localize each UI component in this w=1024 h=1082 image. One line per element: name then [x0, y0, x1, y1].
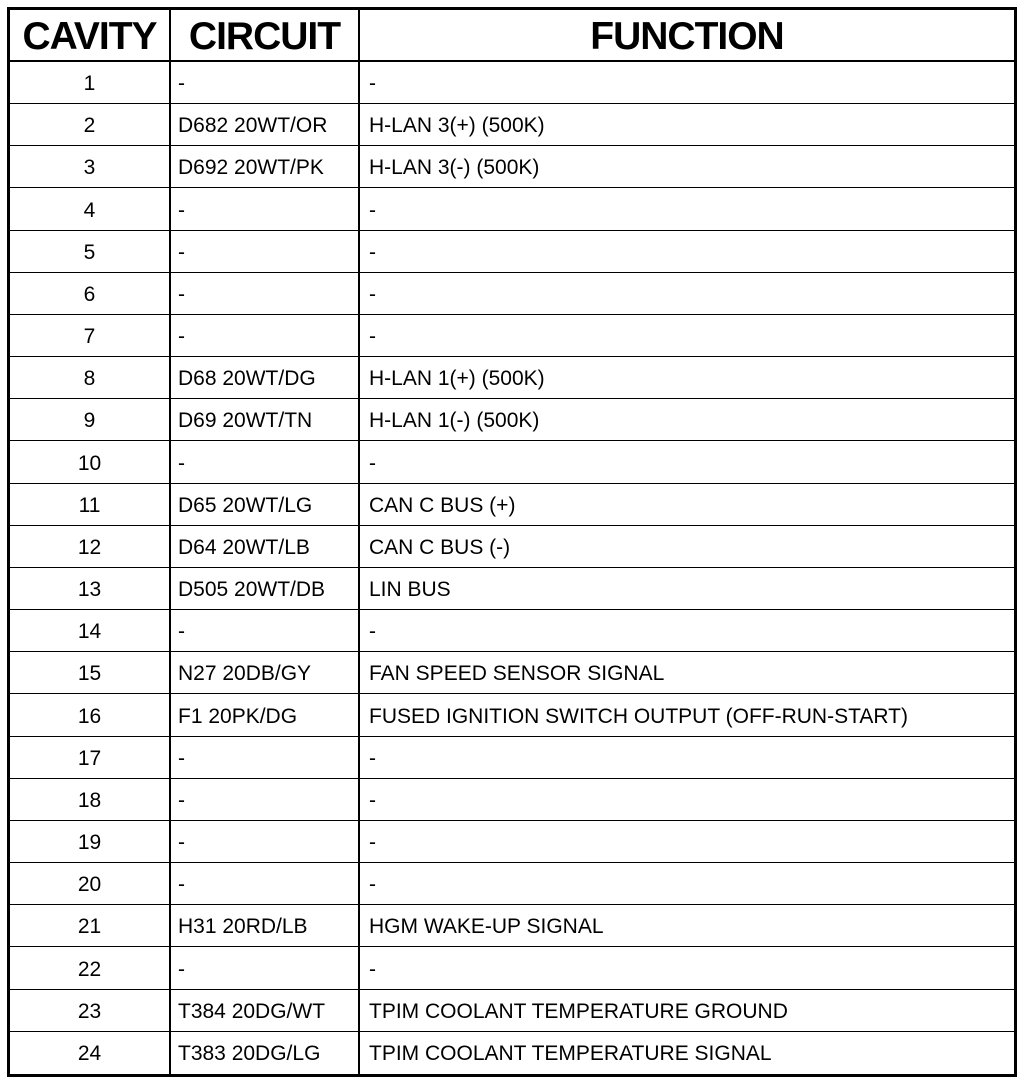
header-cavity: CAVITY: [22, 15, 157, 58]
function-cell: -: [369, 957, 376, 981]
column-divider: [169, 10, 171, 1074]
circuit-cell: N27 20DB/GY: [178, 662, 312, 686]
cavity-cell: 14: [77, 620, 102, 644]
function-cell: FUSED IGNITION SWITCH OUTPUT (OFF-RUN-START): [369, 704, 908, 728]
cavity-cell: 12: [77, 535, 102, 559]
function-cell: -: [369, 240, 376, 264]
cavity-cell: 21: [77, 915, 102, 939]
table-row: [10, 484, 1014, 526]
cavity-cell: 1: [83, 72, 96, 95]
table-row: [10, 315, 1014, 357]
function-cell: -: [369, 620, 376, 644]
cavity-cell: 20: [77, 873, 102, 897]
function-cell: -: [369, 873, 376, 897]
function-cell: -: [369, 831, 376, 854]
circuit-cell: -: [178, 72, 185, 95]
circuit-cell: -: [178, 620, 185, 644]
header-function: FUNCTION: [590, 15, 784, 58]
table-row: [10, 568, 1014, 610]
header-circuit: CIRCUIT: [188, 15, 341, 58]
table-header: [10, 10, 1014, 62]
cavity-cell: 24: [77, 1041, 102, 1065]
circuit-cell: -: [178, 240, 185, 264]
circuit-cell: D682 20WT/OR: [178, 114, 328, 138]
function-cell: TPIM COOLANT TEMPERATURE SIGNAL: [369, 1041, 772, 1065]
table-row: [10, 905, 1014, 947]
circuit-cell: D65 20WT/LG: [178, 493, 313, 517]
circuit-cell: D64 20WT/LB: [178, 535, 310, 559]
cavity-cell: 13: [77, 578, 102, 601]
circuit-cell: T384 20DG/WT: [178, 999, 326, 1023]
circuit-cell: -: [178, 746, 185, 770]
cavity-cell: 23: [77, 999, 102, 1023]
circuit-cell: -: [178, 788, 185, 812]
table-row: [10, 610, 1014, 652]
connector-pinout-table: [7, 7, 1017, 1077]
function-cell: FAN SPEED SENSOR SIGNAL: [369, 662, 665, 686]
table-row: [10, 526, 1014, 568]
cavity-cell: 5: [83, 240, 96, 264]
function-cell: H-LAN 1(-) (500K): [369, 409, 540, 433]
cavity-cell: 8: [83, 367, 96, 391]
table-row: [10, 652, 1014, 694]
circuit-cell: D505 20WT/DB: [178, 578, 326, 601]
circuit-cell: -: [178, 451, 185, 475]
cavity-cell: 6: [83, 282, 96, 306]
function-cell: -: [369, 72, 376, 95]
cavity-cell: 18: [77, 788, 102, 812]
function-cell: CAN C BUS (-): [369, 535, 511, 559]
table-row: [10, 399, 1014, 441]
function-cell: H-LAN 3(-) (500K): [369, 156, 540, 180]
table-row: [10, 357, 1014, 399]
function-cell: -: [369, 282, 376, 306]
circuit-cell: -: [178, 325, 185, 348]
column-divider: [358, 10, 360, 1074]
circuit-cell: D69 20WT/TN: [178, 409, 313, 433]
cavity-cell: 15: [77, 662, 102, 686]
circuit-cell: -: [178, 198, 185, 222]
circuit-cell: -: [178, 873, 185, 897]
table-row: [10, 990, 1014, 1032]
cavity-cell: 19: [77, 831, 102, 854]
table-row: [10, 695, 1014, 737]
cavity-cell: 10: [77, 451, 102, 475]
cavity-cell: 7: [83, 325, 96, 348]
table-row: [10, 189, 1014, 231]
function-cell: -: [369, 451, 376, 475]
circuit-cell: -: [178, 282, 185, 306]
function-cell: TPIM COOLANT TEMPERATURE GROUND: [369, 999, 788, 1023]
cavity-cell: 16: [77, 704, 102, 728]
circuit-cell: F1 20PK/DG: [178, 704, 298, 728]
circuit-cell: D692 20WT/PK: [178, 156, 324, 180]
function-cell: H-LAN 1(+) (500K): [369, 367, 545, 391]
circuit-cell: H31 20RD/LB: [178, 915, 308, 939]
circuit-cell: -: [178, 831, 185, 854]
function-cell: -: [369, 746, 376, 770]
function-cell: CAN C BUS (+): [369, 493, 516, 517]
table-row: [10, 273, 1014, 315]
function-cell: -: [369, 325, 376, 348]
function-cell: LIN BUS: [369, 578, 451, 601]
table-row: [10, 442, 1014, 484]
circuit-cell: T383 20DG/LG: [178, 1041, 321, 1065]
table-row: [10, 231, 1014, 273]
cavity-cell: 2: [83, 114, 96, 138]
table-row: [10, 104, 1014, 146]
table-row: [10, 863, 1014, 905]
cavity-cell: 4: [83, 198, 96, 222]
function-cell: -: [369, 788, 376, 812]
table-row: [10, 821, 1014, 863]
table-row: [10, 737, 1014, 779]
function-cell: H-LAN 3(+) (500K): [369, 114, 545, 138]
table-row: [10, 948, 1014, 990]
cavity-cell: 9: [83, 409, 96, 433]
circuit-cell: D68 20WT/DG: [178, 367, 316, 391]
function-cell: HGM WAKE-UP SIGNAL: [369, 915, 604, 939]
table-row: [10, 62, 1014, 104]
cavity-cell: 3: [83, 156, 96, 180]
cavity-cell: 11: [78, 493, 101, 517]
table-row: [10, 779, 1014, 821]
cavity-cell: 17: [77, 746, 102, 770]
table-row: [10, 1032, 1014, 1074]
cavity-cell: 22: [77, 957, 102, 981]
table-row: [10, 146, 1014, 188]
function-cell: -: [369, 198, 376, 222]
circuit-cell: -: [178, 957, 185, 981]
